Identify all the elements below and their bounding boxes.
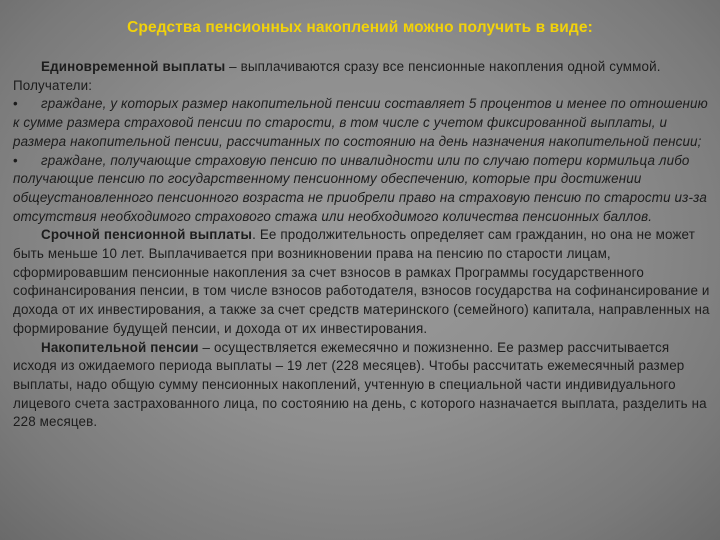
funded-pension-paragraph (13, 339, 711, 433)
lump-sum-heading: Единовременной выплаты (41, 59, 226, 74)
lump-sum-text: – выплачиваются сразу все пенсионные накопления одной суммой. Получатели: (13, 59, 661, 93)
slide-content (13, 58, 711, 432)
funded-pension-text: – осуществляется ежемесячно и пожизненно. Ее размер рассчитывается исходя из ожидаемого периода выплаты – 19 лет (228 месяцев). Чтобы рассчитать ежемесячный размер выплаты, надо общую сумму пенсионных накоплений, учтенную в специальной части индивидуального лицевого счета застрахованного лица, по состоянию на день, с которого назначается выплата, разделить на 228 месяцев. (13, 339, 707, 430)
lump-sum-paragraph (13, 58, 711, 95)
lump-sum-recipients-list (13, 95, 711, 226)
term-payment-text: . Ее продолжительность определяет сам гражданин, но она не может быть меньше 10 лет. Выплачивается при возникновении права на пенсию по старости лицам, сформировавшим пенсионные накопления за счет взносов в рамках Программы государственного софинансирования пенсии, в том числе взносов работодателя, взносов государства на софинансирование и дохода от их инвестирования, а также за счет средств материнского (семейного) капитала, направленных на формирование будущей пенсии, и дохода от их инвестирования. (13, 227, 710, 336)
bullet-icon: • (13, 152, 18, 168)
term-payment-heading: Срочной пенсионной выплаты (41, 227, 253, 243)
bullet-text: граждане, у которых размер накопительной пенсии составляет 5 процентов и менее по отношению к сумме размера страховой пенсии по старости, в том числе с учетом фиксированной выплаты, и размера накопительной пенсии, рассчитанных по состоянию на день назначения накопительной пенсии; (13, 96, 708, 149)
list-item (13, 95, 711, 151)
bullet-icon: • (13, 96, 18, 112)
bullet-text: граждане, получающие страховую пенсию по инвалидности или по случаю потери кормильца либо получающие пенсию по государственному пенсионному обеспечению, которые при достижении общеустановленного пенсионного возраста не приобрели право на страховую пенсию по старости из-за отсутствия необходимого страхового стажа или необходимого количества пенсионных баллов. (13, 152, 707, 224)
funded-pension-heading: Накопительной пенсии (41, 339, 199, 355)
slide-title: Средства пенсионных накоплений можно получить в виде: (127, 19, 593, 36)
term-payment-paragraph (13, 226, 711, 338)
list-item (13, 152, 711, 227)
